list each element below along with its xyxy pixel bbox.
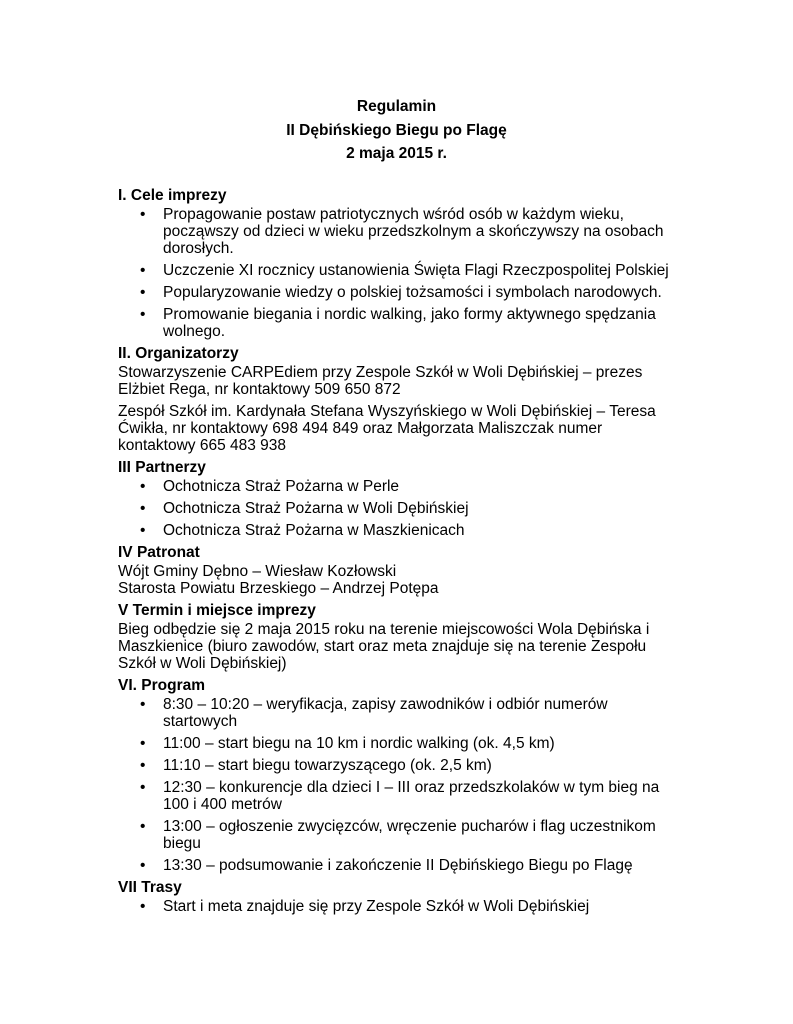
- list-item: • 13:00 – ogłoszenie zwycięzców, wręczenie pucharów i flag uczestnikom biegu: [140, 818, 656, 852]
- list-item: • 12:30 – konkurencje dla dzieci I – III oraz przedszkolaków w tym bieg na 100 i 400 metrów: [140, 779, 660, 813]
- bullet-icon: •: [140, 696, 146, 713]
- bullet-icon: •: [140, 522, 146, 539]
- organizer-paragraph-2: Zespół Szkół im. Kardynała Stefana Wyszyńskiego w Woli Dębińskiej – Teresa Ćwikła, nr kontaktowy 698 494 849 oraz Małgorzata Maliszczak numer kontaktowy 665 483 938: [118, 403, 656, 454]
- title-line-1: Regulamin: [356, 98, 437, 115]
- patronage-line-2: Starosta Powiatu Brzeskiego – Andrzej Potępa: [118, 580, 439, 597]
- list-item: • Ochotnicza Straż Pożarna w Maszkienicach: [140, 522, 465, 539]
- list-item: • Ochotnicza Straż Pożarna w Woli Dębińskiej: [140, 500, 469, 517]
- bullet-icon: •: [140, 500, 146, 517]
- patronage-paragraph: [118, 563, 678, 597]
- list-item: • 11:10 – start biegu towarzyszącego (ok. 2,5 km): [140, 757, 492, 774]
- section-heading-organizers: II. Organizatorzy: [118, 345, 239, 362]
- routes-list: [118, 898, 678, 915]
- list-item: • Start i meta znajduje się przy Zespole Szkół w Woli Dębińskiej: [140, 898, 590, 915]
- title-line-3: 2 maja 2015 r.: [346, 145, 447, 162]
- list-item: • Uczczenie XI rocznicy ustanowienia Święta Flagi Rzeczpospolitej Polskiej: [140, 262, 669, 279]
- list-item: • Propagowanie postaw patriotycznych wśród osób w każdym wieku, począwszy od dzieci w wieku przedszkolnym a skończywszy na osobach dorosłych.: [140, 206, 664, 257]
- list-item: • 13:30 – podsumowanie i zakończenie II Dębińskiego Biegu po Flagę: [140, 857, 633, 874]
- patronage-line-1: Wójt Gminy Dębno – Wiesław Kozłowski: [118, 563, 397, 580]
- bullet-icon: •: [140, 306, 146, 323]
- bullet-icon: •: [140, 898, 146, 915]
- title-line-2: II Dębińskiego Biegu po Flagę: [286, 121, 507, 139]
- section-heading-program: VI. Program: [118, 677, 205, 694]
- list-item: • Ochotnicza Straż Pożarna w Perle: [140, 478, 400, 495]
- list-item: • Promowanie biegania i nordic walking, jako formy aktywnego spędzania wolnego.: [140, 306, 656, 340]
- bullet-icon: •: [140, 262, 146, 279]
- bullet-icon: •: [140, 735, 146, 752]
- partners-list: [118, 478, 678, 539]
- organizer-paragraph-1: Stowarzyszenie CARPEdiem przy Zespole Szkół w Woli Dębińskiej – prezes Elżbiet Rega, nr kontaktowy 509 650 872: [118, 364, 643, 398]
- document-title: [0, 98, 793, 169]
- section-heading-partners: III Partnerzy: [118, 459, 206, 476]
- section-heading-date-place: V Termin i miejsce imprezy: [118, 602, 316, 619]
- document-body: [118, 187, 678, 920]
- program-list: [118, 696, 678, 874]
- bullet-icon: •: [140, 857, 146, 874]
- bullet-icon: •: [140, 284, 146, 301]
- bullet-icon: •: [140, 818, 146, 835]
- list-item: • Popularyzowanie wiedzy o polskiej tożsamości i symbolach narodowych.: [140, 284, 662, 301]
- list-item: • 8:30 – 10:20 – weryfikacja, zapisy zawodników i odbiór numerów startowych: [140, 696, 608, 730]
- bullet-icon: •: [140, 779, 146, 796]
- section-heading-routes: VII Trasy: [118, 879, 182, 896]
- bullet-icon: •: [140, 206, 146, 223]
- section-heading-goals: I. Cele imprezy: [118, 187, 227, 204]
- section-heading-patronage: IV Patronat: [118, 544, 200, 561]
- goals-list: [118, 206, 678, 340]
- bullet-icon: •: [140, 478, 146, 495]
- date-place-paragraph: Bieg odbędzie się 2 maja 2015 roku na terenie miejscowości Wola Dębińska i Maszkienice (biuro zawodów, start oraz meta znajduje się na terenie Zespołu Szkół w Woli Dębińskiej): [118, 621, 650, 672]
- bullet-icon: •: [140, 757, 146, 774]
- list-item: • 11:00 – start biegu na 10 km i nordic walking (ok. 4,5 km): [140, 735, 555, 752]
